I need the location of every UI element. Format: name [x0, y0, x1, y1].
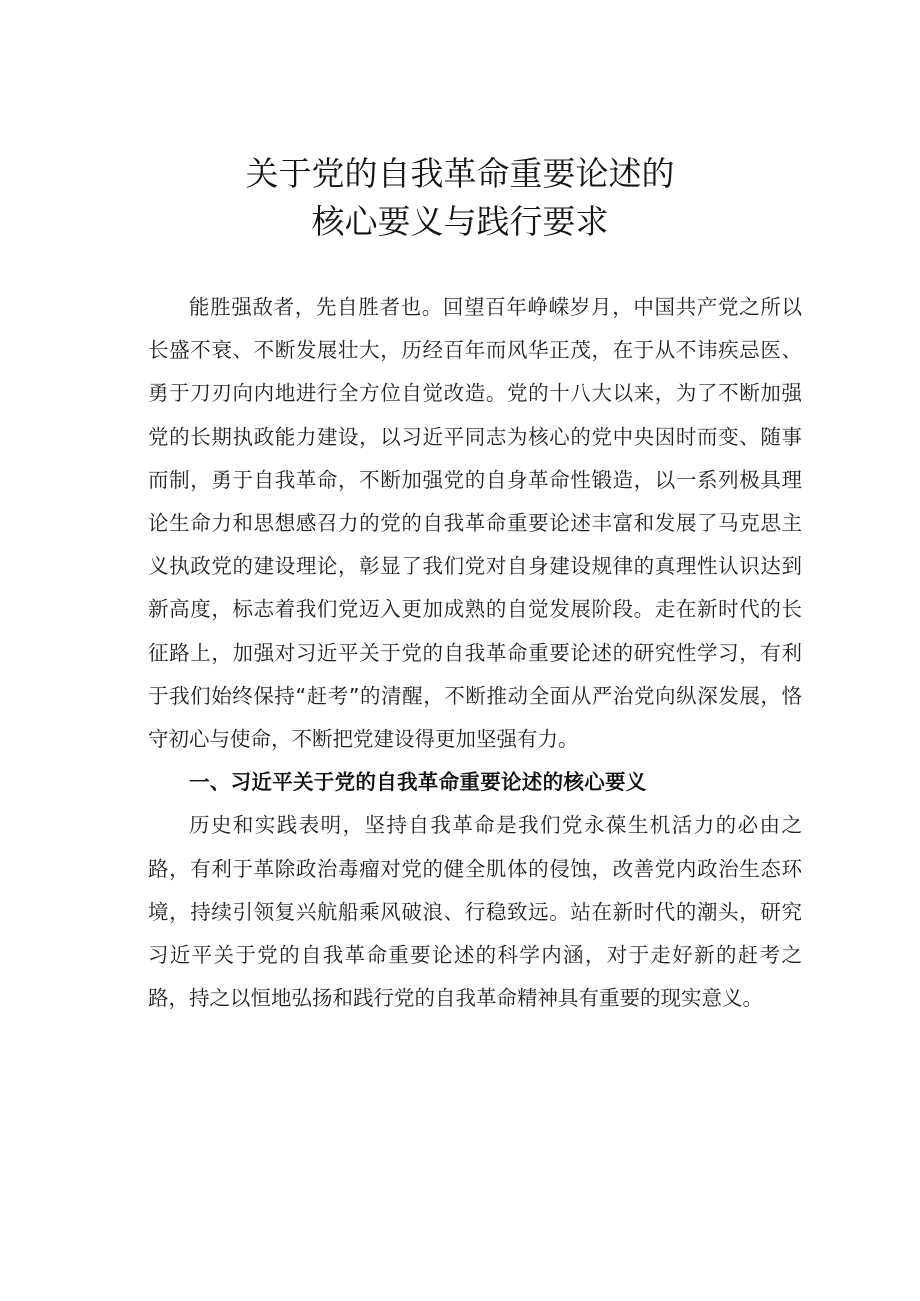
section-1-heading: 一、习近平关于党的自我革命重要论述的核心要义	[189, 770, 647, 795]
document-title	[0, 150, 920, 246]
document-title-line-1: 关于党的自我革命重要论述的	[245, 154, 675, 193]
section-1-paragraph: 历史和实践表明，坚持自我革命是我们党永葆生机活力的必由之路，有利于革除政治毒瘤对党的健全肌体的侵蚀，改善党内政治生态环境，持续引领复兴航船乘风破浪、行稳致远。站在新时代的潮头，研究习近平关于党的自我革命重要论述的科学内涵，对于走好新的赶考之路，持之以恒地弘扬和践行党的自我革命精神具有重要的现实意义。	[148, 813, 802, 1011]
intro-paragraph: 能胜强敌者，先自胜者也。回望百年峥嵘岁月，中国共产党之所以长盛不衰、不断发展壮大，历经百年而风华正茂，在于从不讳疾忌医、勇于刀刃向内地进行全方位自觉改造。党的十八大以来，为了不断加强党的长期执政能力建设，以习近平同志为核心的党中央因时而变、随事而制，勇于自我革命，不断加强党的自身革命性锻造，以一系列极具理论生命力和思想感召力的党的自我革命重要论述丰富和发展了马克思主义执政党的建设理论，彰显了我们党对自身建设规律的真理性认识达到新高度，标志着我们党迈入更加成熟的自觉发展阶段。走在新时代的长征路上，加强对习近平关于党的自我革命重要论述的研究性学习，有利于我们始终保持“赶考”的清醒，不断推动全面从严治党向纵深发展，恪守初心与使命，不断把党建设得更加坚强有力。	[148, 295, 802, 752]
document-title-line-2: 核心要义与践行要求	[311, 202, 609, 241]
document-body	[148, 286, 802, 1020]
